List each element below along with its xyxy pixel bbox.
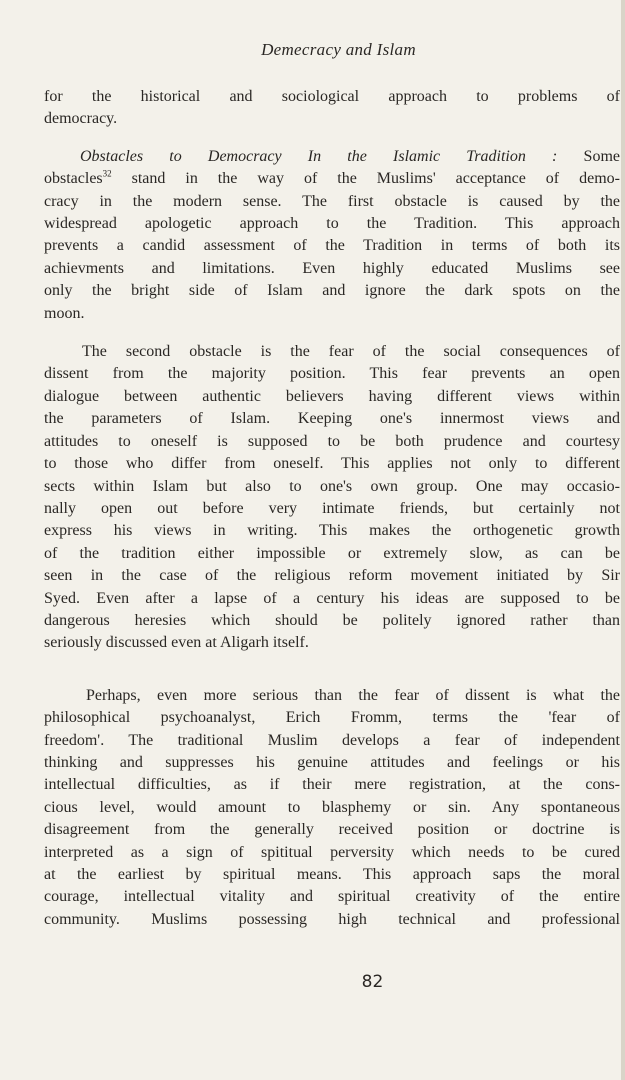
text-line bbox=[44, 168, 620, 190]
text-line: interpreted as a sign of spititual perversity which needs to be cured bbox=[44, 843, 620, 861]
text-line: dissent from the majority position. This fear prevents an open bbox=[44, 365, 620, 383]
page-number: 82 bbox=[361, 972, 384, 992]
text-line: seriously discussed even at Aligarh itself. bbox=[44, 634, 309, 652]
page-edge bbox=[621, 0, 625, 1080]
section-heading: Obstacles to Democracy In the Islamic Tradition : bbox=[80, 147, 558, 165]
text-line: moon. bbox=[44, 304, 85, 322]
text-line: of the tradition either impossible or extremely slow, as can be bbox=[44, 544, 620, 562]
text-fragment: obstacles bbox=[44, 170, 103, 188]
text-line bbox=[44, 146, 620, 168]
text-line: to those who differ from oneself. This applies not only to different bbox=[44, 455, 620, 473]
text-line: sects within Islam but also to one's own group. One may occasio- bbox=[44, 477, 620, 495]
text-line: cracy in the modern sense. The first obstacle is caused by the bbox=[44, 192, 620, 210]
text-line: freedom'. The traditional Muslim develops a fear of independent bbox=[44, 731, 620, 749]
text-line: seen in the case of the religious reform movement initiated by Sir bbox=[44, 567, 620, 585]
text-fragment: Some bbox=[557, 147, 620, 165]
text-line: dialogue between authentic believers having different views within bbox=[44, 387, 620, 405]
text-line: the parameters of Islam. Keeping one's innermost views and bbox=[44, 410, 620, 428]
text-line: attitudes to oneself is supposed to be both prudence and courtesy bbox=[44, 432, 620, 450]
text-line: achievments and limitations. Even highly educated Muslims see bbox=[44, 259, 620, 277]
paragraph-3 bbox=[44, 341, 620, 655]
text-fragment: stand in the way of the Muslims' acceptance of demo- bbox=[111, 170, 620, 188]
text-line: only the bright side of Islam and ignore the dark spots on the bbox=[44, 282, 620, 300]
text-line: The second obstacle is the fear of the social consequences of bbox=[82, 343, 620, 361]
text-line: at the earliest by spiritual means. This approach saps the moral bbox=[44, 866, 620, 883]
text-line: thinking and suppresses his genuine attitudes and feelings or his bbox=[44, 753, 620, 771]
text-line: intellectual difficulties, as if their mere registration, at the cons- bbox=[44, 776, 620, 794]
text-line: disagreement from the generally received position or doctrine is bbox=[44, 821, 620, 839]
text-line: prevents a candid assessment of the Tradition in terms of both its bbox=[44, 237, 620, 255]
text-line: philosophical psychoanalyst, Erich Fromm, terms the 'fear of bbox=[44, 709, 620, 727]
text-line: express his views in writing. This makes the orthogenetic growth bbox=[44, 522, 620, 540]
text-line: for the historical and sociological approach to problems of bbox=[44, 88, 620, 105]
paragraph-4 bbox=[44, 685, 620, 931]
paragraph-1 bbox=[44, 86, 620, 131]
text-line: nally open out before very intimate friends, but certainly not bbox=[44, 499, 620, 517]
text-line: cious level, would amount to blasphemy or sin. Any spontaneous bbox=[44, 798, 620, 816]
footnote-ref[interactable]: 32 bbox=[102, 168, 112, 179]
body-text bbox=[44, 86, 620, 931]
text-line: courage, intellectual vitality and spiritual creativity of the entire bbox=[44, 888, 620, 906]
text-line: democracy. bbox=[44, 110, 118, 128]
running-head: Demecracy and Islam bbox=[261, 40, 416, 59]
paragraph-2 bbox=[44, 146, 620, 325]
text-line: Perhaps, even more serious than the fear of dissent is what the bbox=[86, 686, 620, 704]
text-line: dangerous heresies which should be politely ignored rather than bbox=[44, 611, 620, 629]
text-line: community. Muslims possessing high technical and professional bbox=[44, 910, 620, 928]
text-line: Syed. Even after a lapse of a century his ideas are supposed to be bbox=[44, 589, 620, 607]
text-line: widespread apologetic approach to the Tradition. This approach bbox=[44, 215, 620, 233]
